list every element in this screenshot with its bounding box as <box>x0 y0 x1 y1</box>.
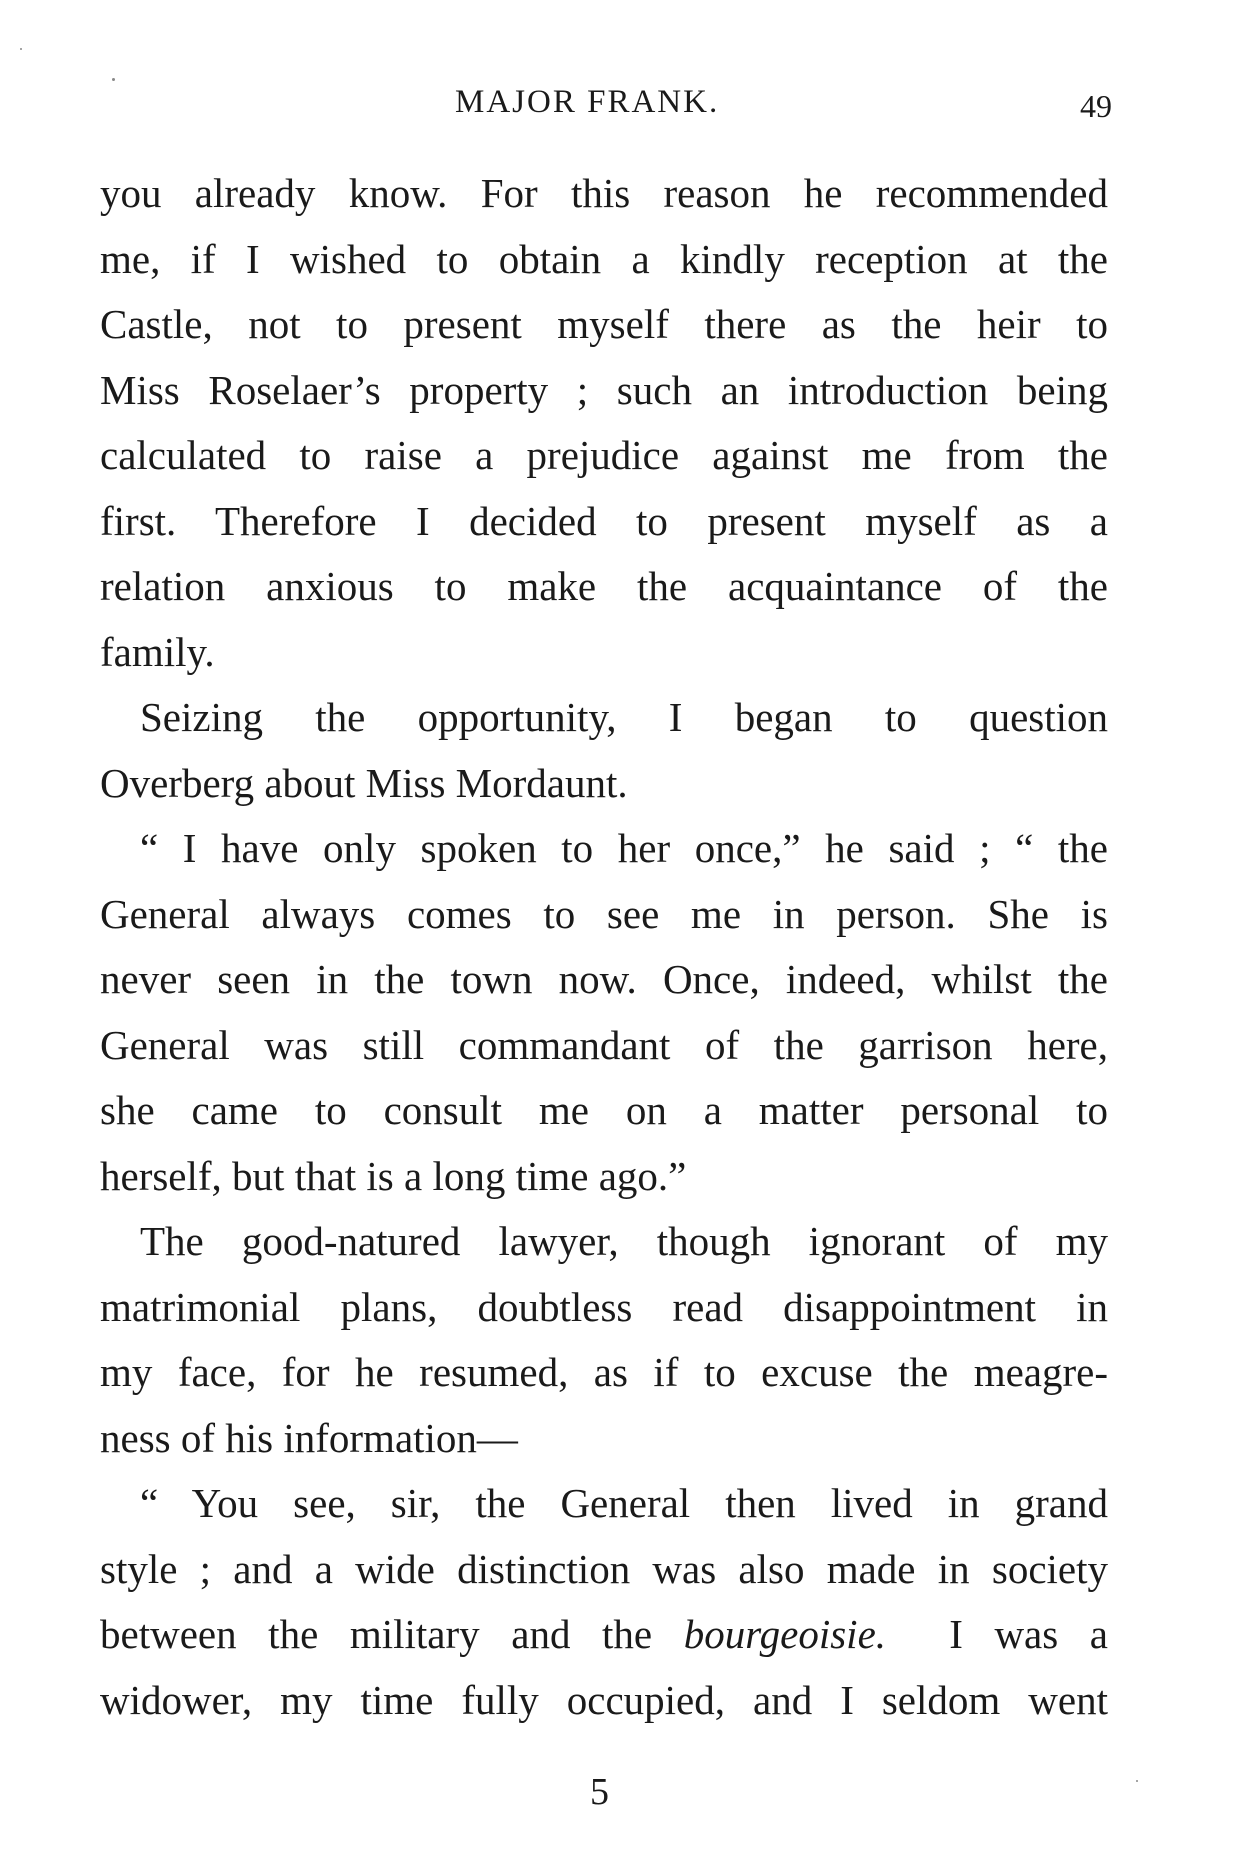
text-line: General always comes to see me in person. She is <box>100 890 1108 937</box>
running-title: MAJOR FRANK. <box>455 84 720 120</box>
text-segment: between the military and the <box>100 1611 684 1657</box>
text-line: calculated to raise a prejudice against me from the <box>100 432 1108 478</box>
text-line: me, if I wished to obtain a kindly reception at the <box>100 235 1108 282</box>
text-line: she came to consult me on a matter personal to <box>100 1087 1108 1133</box>
body-text <box>100 161 1108 1733</box>
paper-speck <box>20 48 22 50</box>
text-line: Castle, not to present myself there as the heir to <box>100 301 1108 347</box>
text-line: Seizing the opportunity, I began to question <box>140 694 1108 740</box>
text-line: The good-natured lawyer, though ignorant of my <box>140 1218 1108 1264</box>
text-line: “ You see, sir, the General then lived in grand <box>140 1480 1108 1526</box>
text-line <box>100 1602 1108 1668</box>
text-segment: I was a <box>886 1611 1108 1657</box>
text-line: General was still commandant of the garrison here, <box>100 1021 1108 1068</box>
text-line: my face, for he resumed, as if to excuse the meagre- <box>100 1349 1108 1395</box>
text-line: Miss Roselaer’s property ; such an introduction being <box>100 366 1108 413</box>
text-line: herself, but that is a long time ago.” <box>100 1152 687 1199</box>
text-line: widower, my time fully occupied, and I seldom went <box>100 1676 1108 1723</box>
text-line: Overberg about Miss Mordaunt. <box>100 759 628 806</box>
paper-speck <box>112 78 115 81</box>
text-line: relation anxious to make the acquaintance of the <box>100 563 1108 609</box>
text-line: never seen in the town now. Once, indeed, whilst the <box>100 956 1108 1002</box>
text-line: you already know. For this reason he recommended <box>100 170 1108 216</box>
text-line: ness of his information— <box>100 1414 518 1461</box>
text-line: first. Therefore I decided to present myself as a <box>100 497 1108 544</box>
signature-mark: 5 <box>590 1771 609 1813</box>
running-head <box>0 84 1237 134</box>
paper-speck <box>1136 1780 1138 1782</box>
text-line: “ I have only spoken to her once,” he said ; “ the <box>140 825 1108 871</box>
page-number: 49 <box>1080 88 1112 124</box>
text-line: family. <box>100 628 215 675</box>
text-line: matrimonial plans, doubtless read disappointment in <box>100 1283 1108 1330</box>
text-line: style ; and a wide distinction was also made in society <box>100 1545 1108 1592</box>
italic-text-segment: bourgeoisie. <box>683 1611 887 1657</box>
